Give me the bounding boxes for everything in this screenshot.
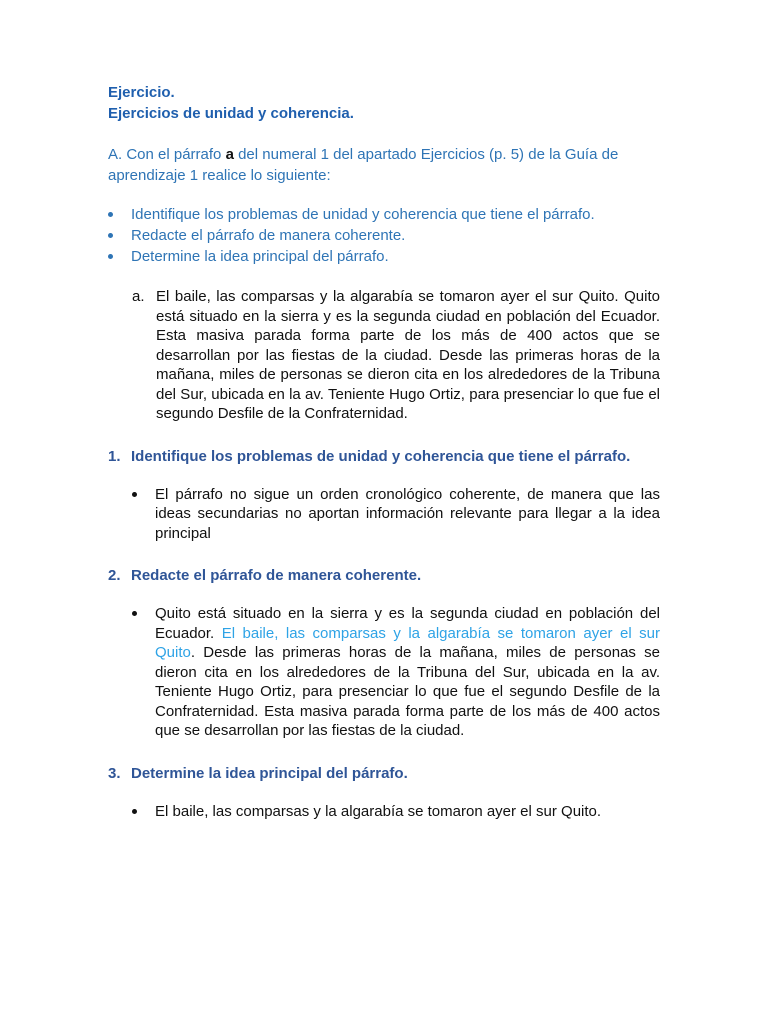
answer-text-part1: Quito está situado en la sierra y es la segunda ciudad en población del Ecuador. [155,605,660,642]
answer-text: El baile, las comparsas y la algarabía se tomaron ayer el sur Quito. [155,802,602,820]
section-answer-1 [132,485,660,544]
section-number: 3. [108,764,121,782]
bullet-icon [108,254,113,259]
intro-suffix: del numeral 1 del apartado Ejercicios (p. 5) de la Guía de aprendizaje 1 realice lo siguiente: [108,146,619,184]
section-heading-text: Redacte el párrafo de manera coherente. [131,567,422,584]
section-heading-2 [108,565,660,586]
section-number: 1. [108,447,121,465]
task-list [108,204,660,267]
task-text: Determine la idea principal del párrafo. [131,248,389,265]
bullet-icon [108,212,113,217]
section-heading-text: Determine la idea principal del párrafo. [131,764,408,782]
bullet-icon [108,233,113,238]
section-heading-text: Identifique los problemas de unidad y coherencia que tiene el párrafo. [131,447,631,465]
answer-text: El párrafo no sigue un orden cronológico coherente, de manera que las ideas secundarias no aportan información relevante para llegar a la idea principal [155,485,660,542]
task-text: Identifique los problemas de unidad y coherencia que tiene el párrafo. [131,206,595,223]
intro-prefix: A. Con el párrafo [108,146,226,163]
answer-text-part2: . Desde las primeras horas de la mañana, miles de personas se dieron cita en los alrededores de la Tribuna del Sur, ubicada en la av. Teniente Hugo Ortiz, para presenciar lo que fue el segundo Desfile de la Confraternidad. Esta masiva parada forma parte de los más de 400 actos que se desarrollan por las fiestas de la ciudad. [155,644,660,739]
paragraph-a-marker: a. [132,288,145,305]
intro-instruction [108,144,660,186]
paragraph-a-text: El baile, las comparsas y la algarabía se tomaron ayer el sur Quito. Quito está situado en la sierra y es la segunda ciudad en población del Ecuador. Esta masiva parada forma parte de los más de 400 actos que se desarrollan por las fiestas de la ciudad. Desde las primeras horas de la mañana, miles de personas se dieron cita en los alrededores de la Tribuna del Sur, ubicada en la av. Teniente Hugo Ortiz, para presenciar lo que fue el segundo Desfile de la Confraternidad. [156,288,660,422]
paragraph-a [132,287,660,424]
section-heading-3 [108,763,660,784]
section-number: 2. [108,567,121,584]
bullet-icon [132,809,137,814]
intro-bold-letter: a [225,146,234,163]
section-answer-2 [132,604,660,741]
answer-highlight: El baile, las comparsas y la algarabía se tomaron ayer el sur Quito [155,624,660,661]
task-text: Redacte el párrafo de manera coherente. [131,227,406,244]
section-heading-1 [108,446,660,467]
task-item [108,204,660,225]
bullet-icon [132,611,137,616]
task-item [108,246,660,267]
section-answer-3 [132,802,660,822]
task-item [108,225,660,246]
bullet-icon [132,492,137,497]
document-title: Ejercicio. [108,84,175,101]
document-subtitle: Ejercicios de unidad y coherencia. [108,105,354,122]
